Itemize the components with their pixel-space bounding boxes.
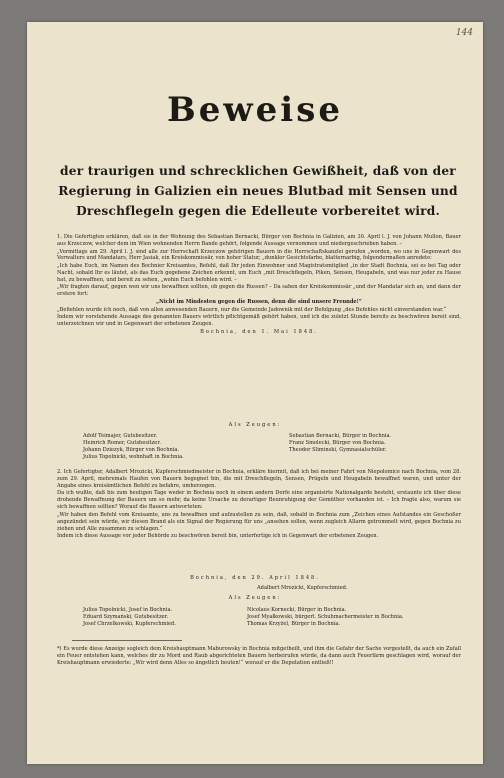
witness-name: Thomas Krzyżel, Bürger in Bochnia. bbox=[247, 620, 341, 627]
section-1 bbox=[57, 234, 461, 336]
footnote bbox=[57, 646, 461, 667]
section-1-witnesses-right bbox=[289, 433, 391, 454]
witness-name: Theodor Sliminski, Gymnasialschüler. bbox=[289, 446, 387, 453]
witness-name: Eduard Szymański, Gutsbesitzer. bbox=[83, 613, 169, 620]
section-1-intro: 1. Die Gefertigten erklären, daß sie in der Wohnung des Sebastian Bernacki, Bürger von Bochnia in Galizien, am 30. April l. J. von Johann Mullon, Bauer aus Krzeczow, welcher dem im Wien wohnenden Herrn Bande gehört, folgende Aussage vernommen und niedergeschrieben haben. – bbox=[57, 234, 461, 247]
section-1-paragraph: Indem wir vorstehende Aussage des genannten Bauers wörtlich pflichtgemäß gehört haben, und ich die zuletzt Stunde bereits zu beschwören bereit sind, unterzeichnen wir und in Gegenwart der erbetenen Zeugen. bbox=[57, 314, 461, 327]
section-2-witnesses-left bbox=[83, 607, 176, 628]
section-2 bbox=[57, 469, 461, 541]
subtitle-line-3: Dreschflegeln gegen die Edelleute vorbereitet wird. bbox=[76, 204, 440, 218]
section-2-witness-heading: Als Zeugen: bbox=[228, 595, 282, 601]
subtitle-line-2: Regierung in Galizien ein neues Blutbad mit Sensen und bbox=[58, 184, 458, 198]
section-1-paragraph: „Vormittags am 29. April l. J. sind alle zur Herrschaft Krzeczow gehörigen Bauern in die Herrschaftskanzlei gerufen „worden, wo uns in Gegenwart des Verwalters und Mandatars, Herr Jasiak, ein Kreiskommissär, von hoher Statur, „dunkler Gesichtsfarbe, blatternarbig, folgendermaßen anredete: bbox=[57, 248, 461, 262]
footnote-text: *) Es wurde diese Anzeige sogleich dem Kreishauptmann Maburowsky in Bochnia mitgetheilt, und ihm die Gefahr der Sache vorgestellt, da auch ein Zufall ein Feuer entstehen kann, welches dir zu Mord und Raub abgerichteten Bauern herbeirufen würde, da dann auch Feuerlärm geschlagen wird, worauf der Kreishauptmann erwiederte: „Wir wird denn Alles so ängstlich beuten!“ worauf er die Deputation entließ!! bbox=[57, 646, 461, 666]
folio-number: 144 bbox=[455, 28, 473, 38]
section-2-signer: Adalbert Mrozicki, Kupferschmied. bbox=[257, 585, 348, 591]
section-1-witness-heading: Als Zeugen: bbox=[228, 422, 282, 428]
section-1-paragraph: „Befiehlen wurde ich noch, daß von allen anwesenden Bauern, nur die Gemeinde Jadownik mit der Befolgung „des Befehles nicht einverstanden war.“ bbox=[57, 306, 447, 313]
section-1-witnesses-left bbox=[83, 433, 184, 461]
document-page bbox=[27, 22, 483, 764]
section-2-paragraph: Da ich wußte, daß bis zum heutigen Tage weder in Bochnia noch in einem andern Dorfe eine organisirte Nationalgarde besteht, erstaunte ich über diese drohende Bewaffnung der Bauern um so mehr, da keine Ursache zu derartiger Beunruhigung der Gemüther vorhanden ist. – Ich fragte also, warum sie sich bewaffnen sollten? Worauf die Bauern antworteten: bbox=[57, 490, 461, 511]
section-1-paragraph: „Ich habe Euch, im Namen des Bochnier Kreisamtes, Befehl, daß Ihr jeden Einwohner und Magistratsmitglied „in der Stadt Bochnia, sei es bei Tag oder Nacht, sobald Ihr es läutet, als das Euch gegebene Zeichen erkennt, um Euch „mit Dreschflegeln, Piken, Sensen, Heugabeln, und was nur jeder zu Hause hat, zu bewaffnen, und bereit zu sehen, „wohin Euch befohlen wird. – bbox=[57, 263, 461, 283]
witness-name: Josef Myałkowski, bürgerl. Schuhmachermeister in Bochnia. bbox=[247, 613, 404, 620]
section-2-witnesses-right bbox=[247, 607, 404, 628]
section-1-place-date: Bochnia, den 1. Mai 1848. bbox=[200, 328, 318, 335]
witness-name: Nicolaus Kornecki, Bürger in Bochnia. bbox=[247, 607, 347, 613]
footnote-separator bbox=[72, 640, 182, 641]
section-2-place-date: Bochnia, den 29. April 1848. bbox=[190, 575, 320, 581]
section-1-quote: „Nicht im Mindesten gegen die Russen, denn die sind unsere Freunde!“ bbox=[156, 298, 362, 305]
section-2-intro: 2. Ich Gefertigter, Adalbert Mrozicki, Kupferschmiedmeister in Bochnia, erkläre hiermit, daß ich bei meiner Fahrt von Niepolomice nach Bochnia, vom 28. zum 29. April, mehremals Haufen von Bauern begegnet bin, die mit Dreschflegeln, Sensen, Prügeln und Heugabeln bewaffnet waren, und unter der Angabe eines kreisämtlichen Befehl zu befahre, umherzogen. bbox=[57, 469, 461, 489]
witness-name: Josef Chrzelkowski, Kupferschmied. bbox=[83, 620, 176, 627]
witness-name: Julius Topolnicki, Josef in Bochnia. bbox=[83, 607, 173, 613]
section-2-paragraph: Indem ich diese Aussage vor jeder Behörde zu beschwören bereit bin, unterfertige ich in Gegenwart der erbetenen Zeugen. bbox=[57, 533, 379, 540]
witness-name: Sebastian Bernacki, Bürger in Bochnia. bbox=[289, 433, 392, 439]
witness-name: Franz Smolecki, Bürger von Bochnia. bbox=[289, 439, 386, 446]
document-title: Beweise bbox=[167, 90, 343, 130]
section-1-paragraph: „Wir fragten darauf, gegen wen wir uns bewaffnen sollten, ob gegen die Russen? – Da sahen der Kreiskommissär „und der Mandatar sich an, und dann der erstere fort: bbox=[57, 284, 461, 298]
witness-name: Heinrich Romer, Gutsbesitzer. bbox=[83, 439, 161, 446]
witness-name: Adolf Teimajer, Gutsbesitzer. bbox=[83, 433, 158, 439]
section-2-paragraph: „Wir haben den Befehl vom Kreisamte, uns zu bewaffnen und aufzustellen zu sein, daß, sobald in Bochnia zum „Zeichen eines Aufstandes ein Geschoßer angezündet sein würde, wir diesen Brand als ein Signal der Regierung für uns „ansehen sollen, wenn zugleich Allarm getrommelt wird, gegen Bochnia zu ziehen und Alle zusammen zu schlagen.“ bbox=[57, 511, 461, 532]
witness-name: Johann Dziezyk, Bürger von Bochnia. bbox=[83, 446, 180, 453]
subtitle-line-1: der traurigen und schrecklichen Gewißheit, daß von der bbox=[60, 164, 456, 178]
witness-name: Julius Topolnicki, wohnhaft in Bochnia. bbox=[83, 453, 184, 460]
